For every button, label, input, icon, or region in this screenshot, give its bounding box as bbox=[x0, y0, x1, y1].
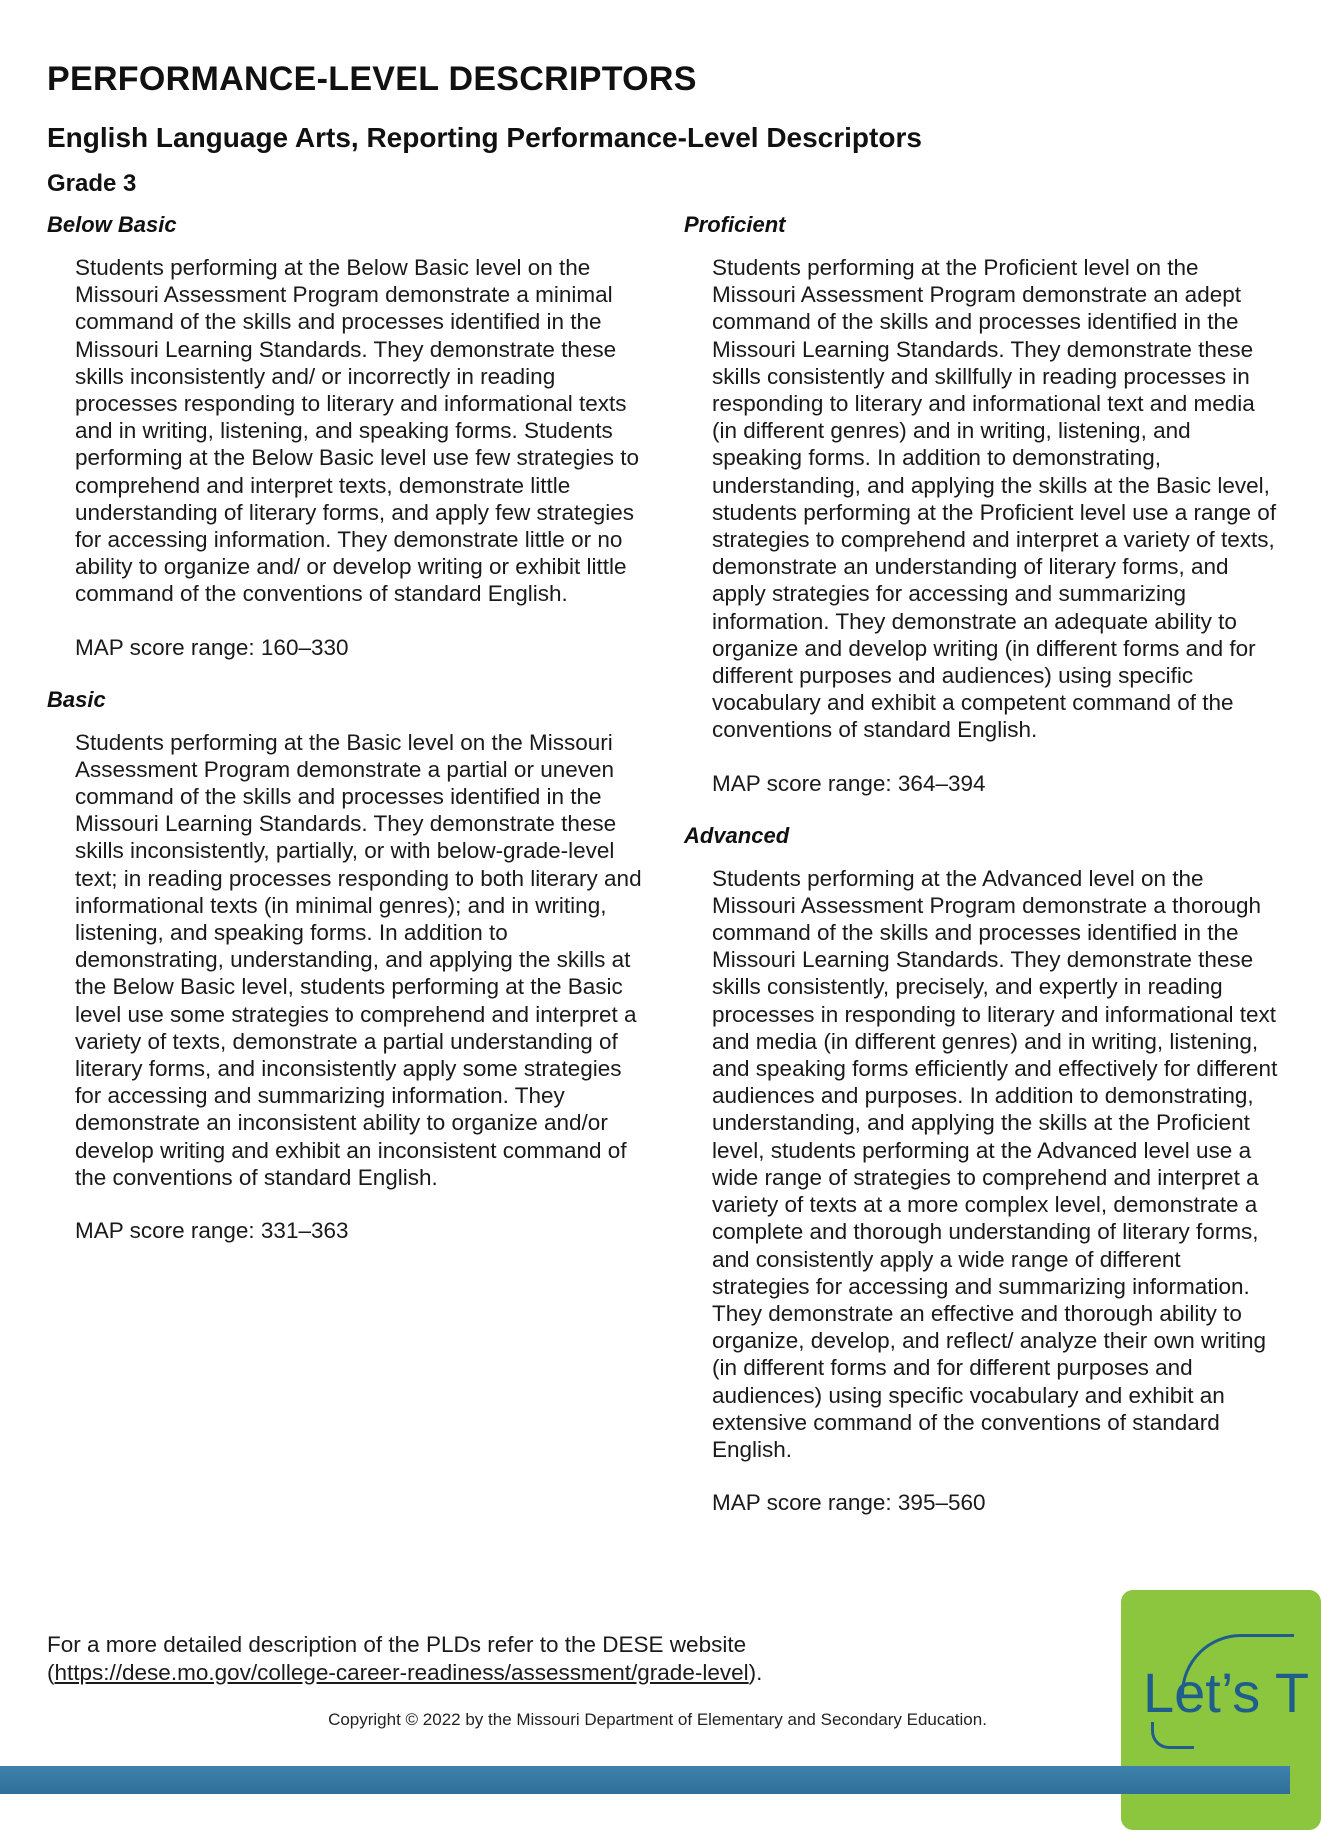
level-description: Students performing at the Proficient level on the Missouri Assessment Program demonstrate an adept command of the skills and processes identified in the Missouri Learning Standards. They demonstrate these skills consistently and skillfully in reading processes in responding to literary and informational text and media (in different genres) and in writing, listening, and speaking forms. In addition to demonstrating, understanding, and applying the skills at the Basic level, students performing at the Proficient level use a range of strategies to comprehend and interpret a variety of texts, demonstrate an understanding of literary forms, and apply strategies for accessing and summarizing information. They demonstrate an adequate ability to organize and develop writing (in different forms and for different purposes and audiences) using specific vocabulary and exhibit a competent command of the conventions of standard English. bbox=[712, 255, 1277, 743]
level-heading: Basic bbox=[47, 686, 106, 712]
level-advanced bbox=[684, 823, 1284, 1516]
dese-website-link[interactable]: https://dese.mo.gov/college-career-readiness/assessment/grade-level bbox=[54, 1659, 749, 1685]
level-basic bbox=[47, 687, 647, 1244]
lets-badge[interactable] bbox=[1121, 1590, 1321, 1830]
score-range: MAP score range: 331–363 bbox=[75, 1218, 349, 1244]
page-subtitle: English Language Arts, Reporting Performance-Level Descriptors bbox=[47, 122, 922, 153]
level-description: Students performing at the Advanced level on the Missouri Assessment Program demonstrate a thorough command of the skills and processes identified in the Missouri Learning Standards. They demonstrate these skills consistently, precisely, and expertly in reading processes in responding to literary and informational text and media (in different genres) and in writing, listening, and speaking forms efficiently and effectively for different audiences and purposes. In addition to demonstrating, understanding, and applying the skills at the Proficient level, students performing at the Advanced level use a wide range of strategies to comprehend and interpret a variety of texts at a more complex level, demonstrate a complete and thorough understanding of literary forms, and consistently apply a wide range of different strategies for accessing and summarizing information. They demonstrate an effective and thorough ability to organize, develop, and reflect/ analyze their own writing (in different forms and for different purposes and audiences) using specific vocabulary and exhibit an extensive command of the conventions of standard English. bbox=[712, 865, 1278, 1462]
copyright: Copyright © 2022 by the Missouri Department of Elementary and Secondary Education. bbox=[328, 1710, 987, 1729]
level-description: Students performing at the Basic level on the Missouri Assessment Program demonstrate a partial or uneven command of the skills and processes identified in the Missouri Learning Standards. They demonstrate these skills inconsistently, partially, or with below-grade-level text; in reading processes responding to both literary and informational texts (in minimal genres); and in writing, listening, and speaking forms. In addition to demonstrating, understanding, and applying the skills at the Below Basic level, students performing at the Basic level use some strategies to comprehend and interpret a variety of texts, demonstrate a partial understanding of literary forms, and inconsistently apply some strategies for accessing and summarizing information. They demonstrate an inconsistent ability to organize and/or develop writing and exhibit an inconsistent command of the conventions of standard English. bbox=[75, 729, 642, 1190]
level-heading: Advanced bbox=[684, 822, 790, 848]
footer-note bbox=[47, 1631, 907, 1686]
bottom-bar bbox=[0, 1766, 1290, 1794]
level-heading: Below Basic bbox=[47, 212, 177, 237]
level-heading: Proficient bbox=[684, 212, 786, 237]
badge-text: Let’s T bbox=[1143, 1661, 1310, 1724]
grade-label: Grade 3 bbox=[47, 170, 137, 197]
score-range: MAP score range: 395–560 bbox=[712, 1490, 986, 1516]
footer-note-prefix: For a more detailed description of the PLDs refer to the DESE website ( bbox=[47, 1632, 747, 1685]
footer-note-suffix: ). bbox=[748, 1659, 763, 1685]
level-description: Students performing at the Below Basic level on the Missouri Assessment Program demonstrate a minimal command of the skills and processes identified in the Missouri Learning Standards. They demonstrate these skills inconsistently and/ or incorrectly in reading processes responding to literary and informational texts and in writing, listening, and speaking forms. Students performing at the Below Basic level use few strategies to comprehend and interpret texts, demonstrate little understanding of literary forms, and apply few strategies for accessing information. They demonstrate little or no ability to organize and/ or develop writing or exhibit little command of the conventions of standard English. bbox=[75, 255, 640, 607]
level-proficient bbox=[684, 212, 1284, 797]
page-title: PERFORMANCE-LEVEL DESCRIPTORS bbox=[47, 60, 697, 98]
right-column bbox=[684, 212, 1284, 1542]
curved-arrow-icon bbox=[1151, 1722, 1194, 1749]
level-below-basic bbox=[47, 212, 647, 661]
score-range: MAP score range: 160–330 bbox=[75, 634, 349, 660]
score-range: MAP score range: 364–394 bbox=[712, 770, 986, 796]
left-column bbox=[47, 212, 647, 1270]
